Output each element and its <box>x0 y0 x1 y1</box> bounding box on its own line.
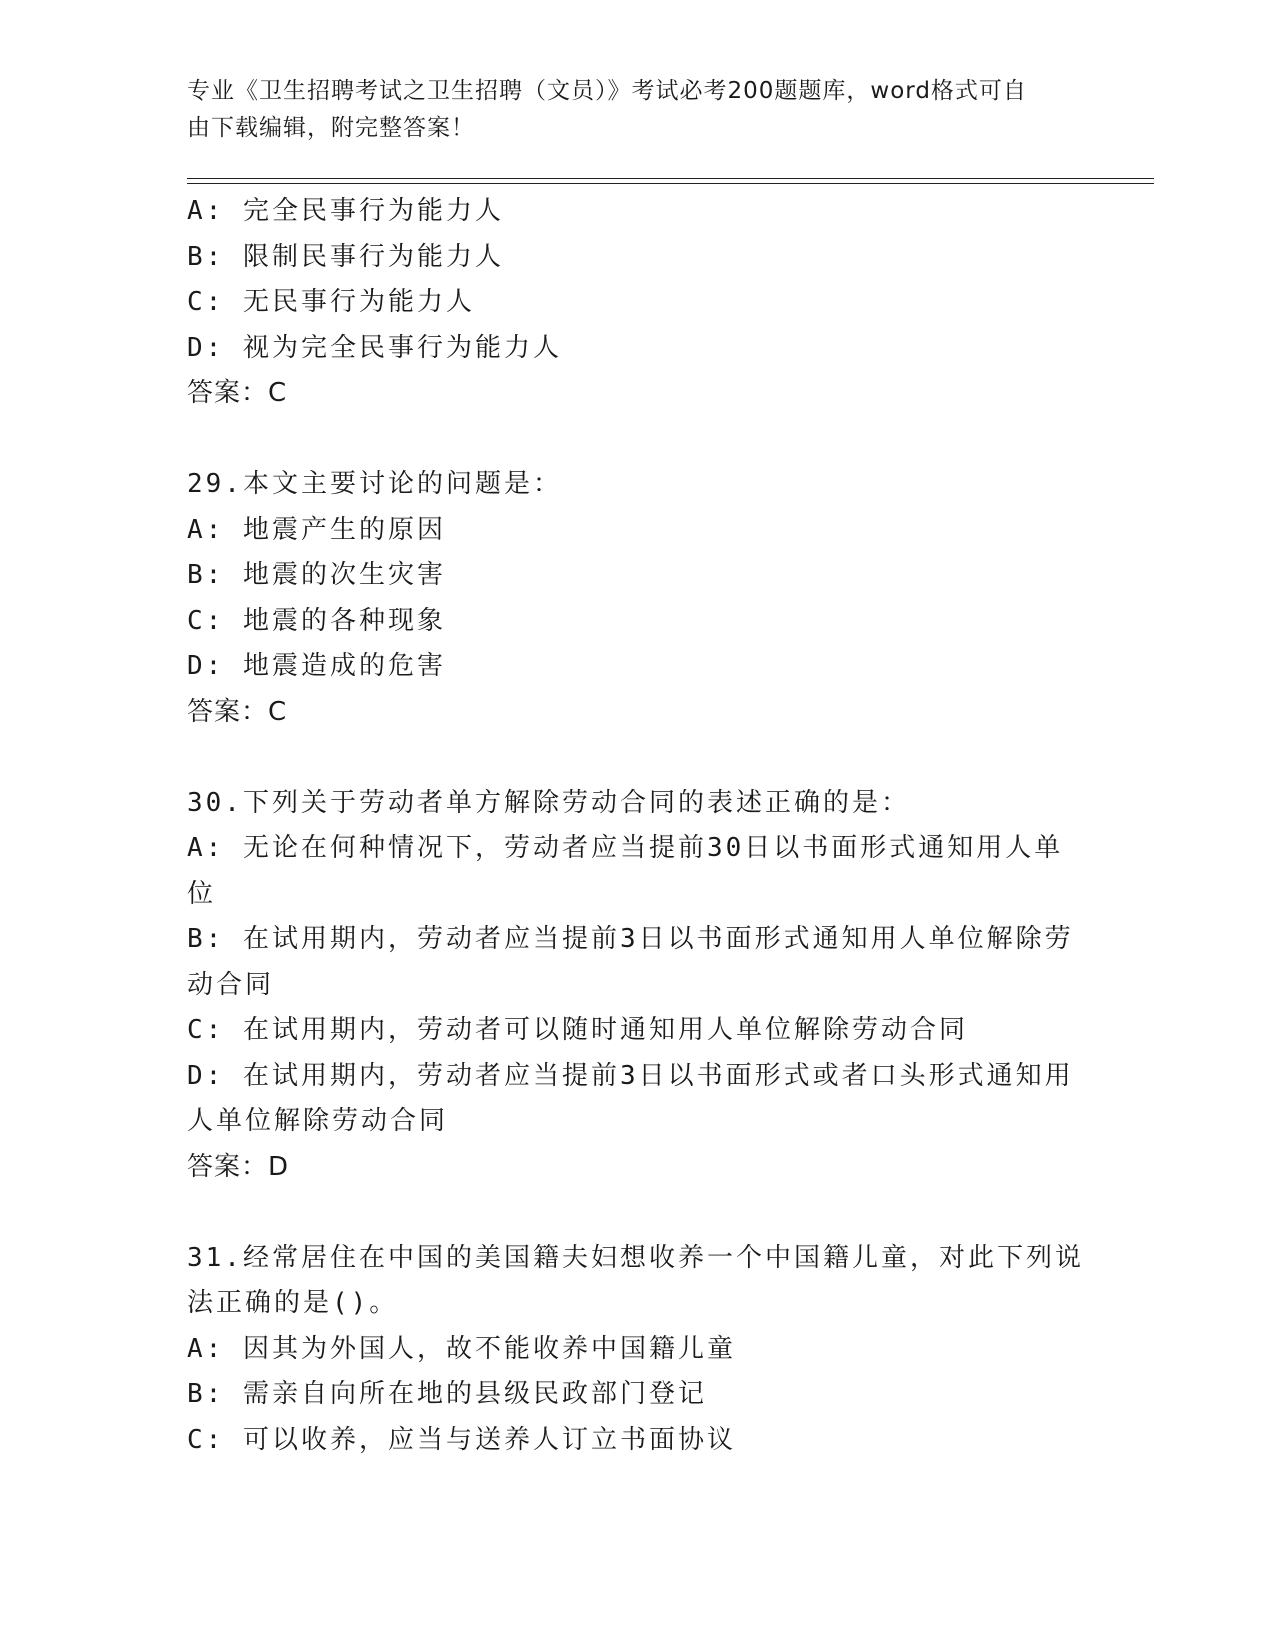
answer-line: 答案：C <box>187 696 288 727</box>
answer-line: 答案：C <box>187 378 288 408</box>
answer-line: 答案：D <box>187 1151 290 1182</box>
option-a: A: 因其为外国人，故不能收养中国籍儿童 <box>187 1333 736 1364</box>
option-d: D: 视为完全民事行为能力人 <box>187 332 562 363</box>
question-30 <box>187 781 1087 1191</box>
spacer <box>187 735 1087 781</box>
option-a-line-2: 位 <box>187 878 217 909</box>
header-line-1: 专业《卫生招聘考试之卫生招聘（文员）》考试必考200题题库，word格式可自 <box>187 78 1027 104</box>
header-divider-top <box>187 178 1154 179</box>
option-c: C: 地震的各种现象 <box>187 605 446 636</box>
option-b: B: 需亲自向所在地的县级民政部门登记 <box>187 1379 707 1409</box>
option-a: A: 完全民事行为能力人 <box>187 196 504 226</box>
option-b-line-2: 动合同 <box>187 969 275 1000</box>
option-d-line-2: 人单位解除劳动合同 <box>187 1106 449 1136</box>
continued-question <box>187 189 1087 417</box>
header-line-2: 由下载编辑，附完整答案！ <box>187 115 475 141</box>
option-c: C: 可以收养，应当与送养人订立书面协议 <box>187 1424 736 1455</box>
header-divider-bottom <box>187 183 1154 184</box>
option-b-line-1: B: 在试用期内，劳动者应当提前3日以书面形式通知用人单位解除劳 <box>187 924 1074 954</box>
question-31 <box>187 1236 1087 1464</box>
question-stem-line-2: 法正确的是()。 <box>187 1288 399 1318</box>
question-list <box>187 189 1087 1463</box>
question-stem-line-1: 31.经常居住在中国的美国籍夫妇想收养一个中国籍儿童，对此下列说 <box>187 1242 1084 1273</box>
option-c: C: 无民事行为能力人 <box>187 287 475 317</box>
option-b: B: 地震的次生灾害 <box>187 560 446 590</box>
option-b: B: 限制民事行为能力人 <box>187 241 504 272</box>
question-stem: 29.本文主要讨论的问题是： <box>187 469 562 499</box>
spacer <box>187 417 1087 463</box>
option-a-line-1: A: 无论在何种情况下，劳动者应当提前30日以书面形式通知用人单 <box>187 833 1064 863</box>
document-header <box>187 73 1067 147</box>
spacer <box>187 1190 1087 1236</box>
option-d: D: 地震造成的危害 <box>187 651 446 681</box>
option-d-line-1: D: 在试用期内，劳动者应当提前3日以书面形式或者口头形式通知用 <box>187 1060 1074 1091</box>
question-29 <box>187 462 1087 735</box>
option-a: A: 地震产生的原因 <box>187 514 446 545</box>
option-c: C: 在试用期内，劳动者可以随时通知用人单位解除劳动合同 <box>187 1015 968 1045</box>
question-stem: 30.下列关于劳动者单方解除劳动合同的表述正确的是： <box>187 787 910 818</box>
